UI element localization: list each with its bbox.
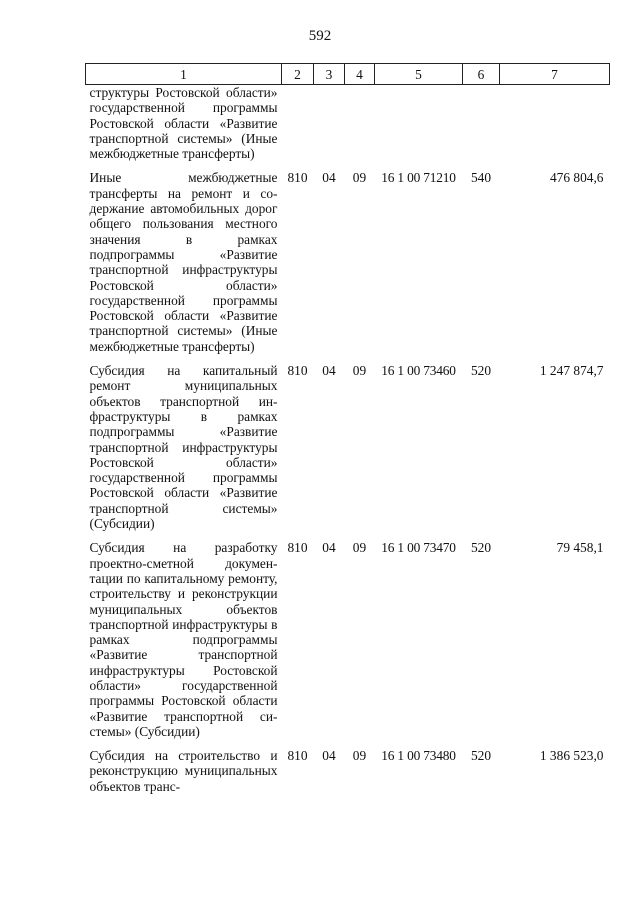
row-expense-type (463, 85, 500, 171)
header-row (86, 64, 610, 85)
row-target-article: 16 1 00 73460 (381, 363, 456, 379)
row-target-article: 16 1 00 73470 (381, 540, 456, 556)
column-header-3: 3 (314, 64, 345, 85)
row-target-article (375, 85, 463, 171)
row-description: Субсидия на разработку проектно-сметной документации по капитальному ремонту, строительству и реконструкции муниципальных объектов транспортной инфраструктуры в рамках подпрограммы «Развитие транспортной инфраструктуры Ростовской области» государственной программы Ростовской области «Развитие транспортной системы» (Субсидии) (89, 540, 278, 739)
column-header-6: 6 (463, 64, 500, 85)
row-subsection-code (345, 85, 375, 171)
row-ministry-code (282, 85, 314, 171)
row-expense-type: 520 (470, 363, 492, 379)
row-target-article: 16 1 00 73480 (381, 748, 456, 764)
table-row (86, 748, 610, 803)
row-description: Субсидия на строительство и реконструкцию муниципальных объектов транс- (89, 748, 278, 794)
table-row (86, 363, 610, 540)
row-section-code: 04 (322, 363, 336, 379)
row-expense-type: 540 (470, 170, 492, 186)
column-header-5: 5 (375, 64, 463, 85)
row-section-code (314, 85, 345, 171)
row-description: Субсидия на капитальный ремонт муниципальных объектов транспортной инфраструктуры в рамках подпрограммы «Развитие транспортной инфраструктуры Ростовской области» государственной программы Ростовской области «Развитие транспортной системы» (Субсидии) (89, 363, 278, 532)
row-target-article: 16 1 00 71210 (381, 170, 456, 186)
row-amount: 1 386 523,0 (539, 748, 604, 764)
row-amount: 476 804,6 (549, 170, 604, 186)
row-subsection-code: 09 (352, 170, 367, 186)
row-amount: 79 458,1 (556, 540, 604, 556)
table-row (86, 85, 610, 171)
row-amount: 1 247 874,7 (539, 363, 604, 379)
row-amount (500, 85, 610, 171)
row-description: структуры Ростовской области» государственной программы Ростовской области «Развитие транспортной системы» (Иные межбюджетные трансферты) (89, 85, 278, 162)
column-header-1: 1 (86, 64, 282, 85)
budget-table (85, 63, 610, 803)
row-ministry-code: 810 (287, 363, 308, 379)
row-section-code: 04 (322, 540, 336, 556)
row-ministry-code: 810 (287, 170, 308, 186)
table-row (86, 540, 610, 748)
row-subsection-code: 09 (352, 540, 367, 556)
table-body (86, 85, 610, 804)
row-description: Иные межбюджетные трансферты на ремонт и содержание автомобильных дорог общего пользования местного значения в рамках подпрограммы «Развитие транспортной инфраструктуры Ростовской области» государственной программы Ростовской области «Развитие транспортной системы» (Иные межбюджетные трансферты) (89, 170, 278, 354)
column-header-4: 4 (345, 64, 375, 85)
row-subsection-code: 09 (352, 748, 367, 764)
table-header (86, 64, 610, 85)
column-header-2: 2 (282, 64, 314, 85)
row-expense-type: 520 (470, 540, 492, 556)
row-section-code: 04 (322, 748, 336, 764)
row-ministry-code: 810 (287, 540, 308, 556)
row-expense-type: 520 (470, 748, 492, 764)
row-subsection-code: 09 (352, 363, 367, 379)
table-row (86, 170, 610, 363)
row-section-code: 04 (322, 170, 336, 186)
page-number: 592 (308, 28, 332, 44)
row-ministry-code: 810 (287, 748, 308, 764)
column-header-7: 7 (500, 64, 610, 85)
